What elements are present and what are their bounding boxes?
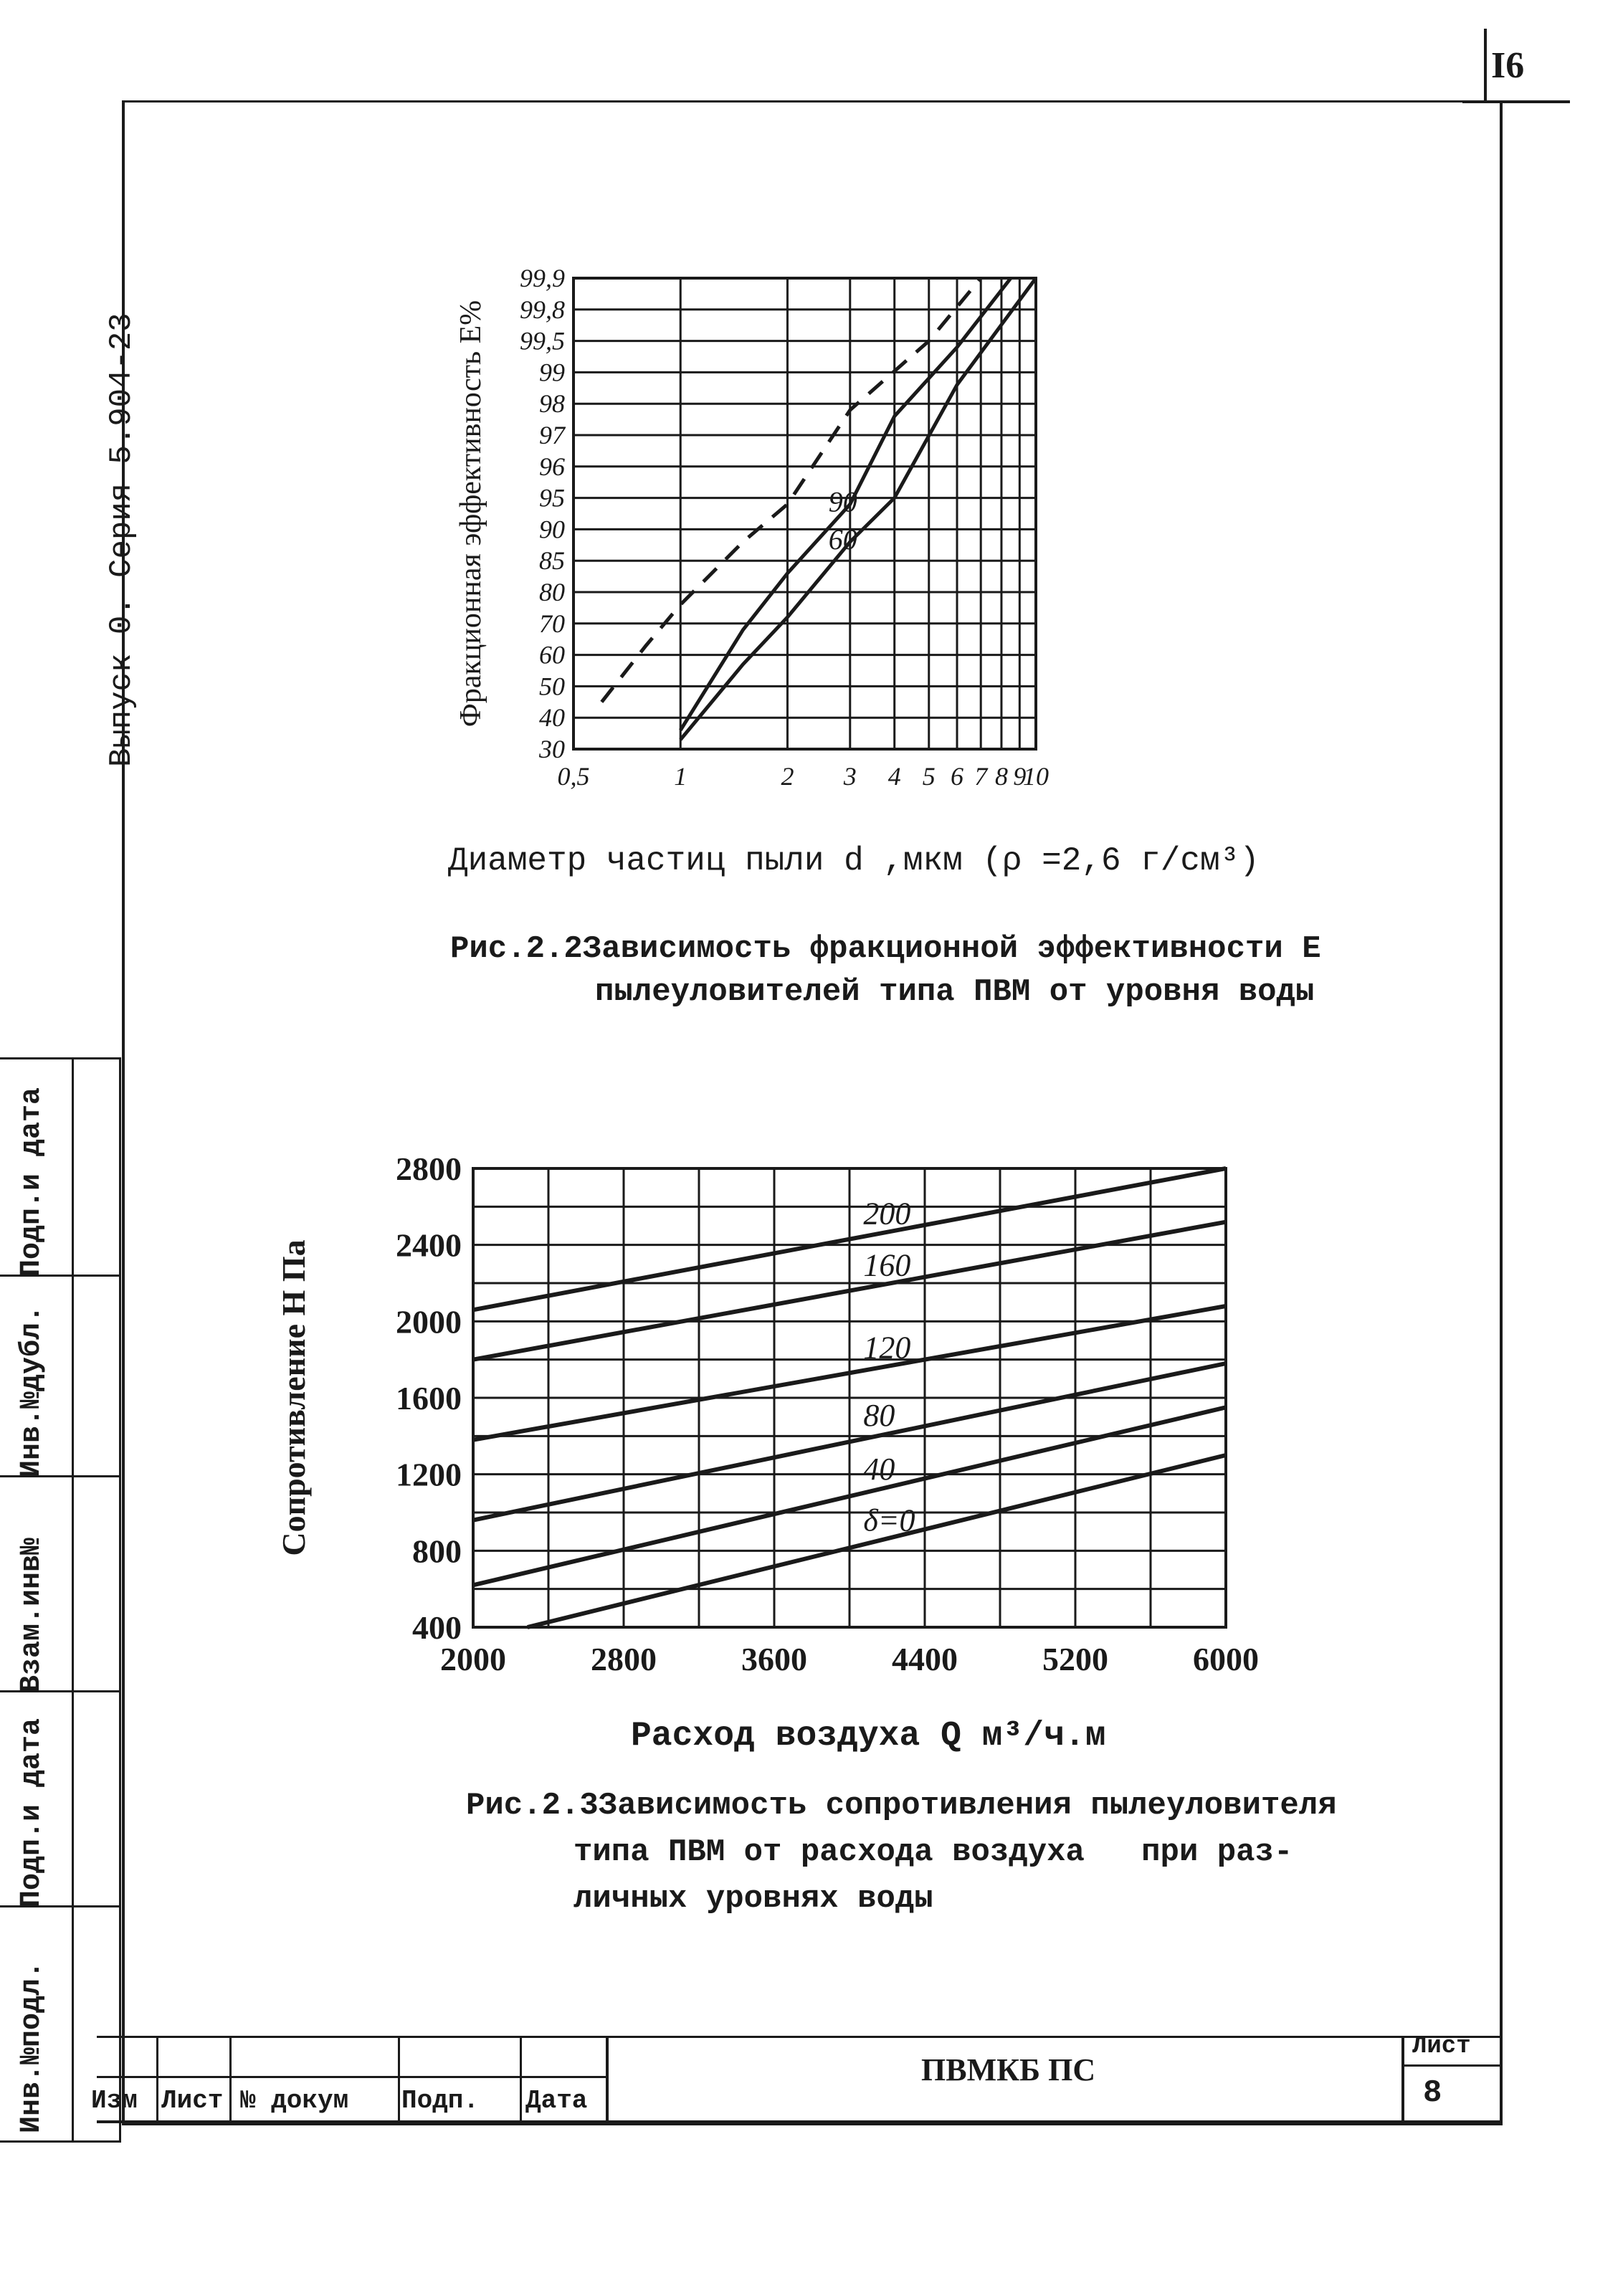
sheet-number-divider xyxy=(1484,29,1487,100)
x-tick-label: 6000 xyxy=(1193,1641,1259,1677)
series-line-60 xyxy=(680,278,1036,740)
title-block-col-sign: Подп. xyxy=(401,2086,480,2115)
x-tick-label: 8 xyxy=(994,762,1008,791)
y-tick-label: 85 xyxy=(539,546,565,576)
y-tick-label: 800 xyxy=(412,1533,462,1570)
series-label-60: 60 xyxy=(828,523,857,556)
series-label-160: 160 xyxy=(863,1247,911,1283)
x-tick-label: 5200 xyxy=(1042,1641,1108,1677)
y-tick-label: 99,9 xyxy=(520,264,565,292)
side-stamp-label: Инв.№дубл. xyxy=(16,1305,48,1477)
title-block-sheet-value: 8 xyxy=(1423,2075,1442,2111)
y-axis-label: Фракционная эффективность Е% xyxy=(454,300,487,728)
y-tick-label: 1200 xyxy=(396,1456,462,1493)
fig-2-2-caption-line1: Рис.2.2Зависимость фракционной эффективности Е xyxy=(450,931,1321,967)
x-tick-label: 2000 xyxy=(440,1641,506,1677)
y-tick-label: 80 xyxy=(539,578,565,606)
plot-frame xyxy=(573,278,1036,749)
series-label-80: 80 xyxy=(863,1398,895,1434)
y-tick-label: 90 xyxy=(539,515,565,544)
x-tick-label: 0,5 xyxy=(557,762,590,791)
y-tick-label: 2000 xyxy=(396,1303,462,1340)
x-tick-label: 1 xyxy=(674,762,687,791)
fig-2-3-caption-line3: личных уровнях воды xyxy=(573,1881,933,1917)
y-tick-label: 50 xyxy=(539,672,565,701)
y-tick-label: 40 xyxy=(539,703,565,733)
fig-2-2-xlabel: Диаметр частиц пыли d ,мкм (ρ =2,6 г/см³) xyxy=(448,842,1260,880)
y-tick-label: 96 xyxy=(539,452,565,481)
y-tick-label: 70 xyxy=(539,609,565,638)
sheet-number: I6 xyxy=(1491,45,1525,86)
x-tick-label: 3600 xyxy=(741,1641,807,1677)
figure-2-3 xyxy=(265,1140,1269,1735)
series-label-120: 120 xyxy=(863,1330,911,1366)
title-block xyxy=(91,2033,1500,2125)
x-tick-label: 9 xyxy=(1013,762,1027,791)
figure-2-2 xyxy=(430,215,1290,903)
y-tick-label: 99 xyxy=(539,358,565,387)
side-stamp-label: Подп.и дата xyxy=(16,1087,48,1277)
x-tick-label: 10 xyxy=(1023,762,1049,791)
fig-2-3-caption-line1: Рис.2.3Зависимость сопротивления пылеуловителя xyxy=(466,1788,1337,1824)
side-stamp-label: Взам.инв№ xyxy=(16,1537,48,1692)
x-tick-label: 4 xyxy=(887,762,901,791)
title-block-sheet-label: Лист xyxy=(1412,2033,1471,2060)
series-label-δ=0: δ=0 xyxy=(863,1502,915,1538)
y-axis-label: Сопротивление Н Па xyxy=(275,1239,312,1556)
fig-2-3-caption-line2: типа ПВМ от расхода воздуха при раз- xyxy=(573,1834,1293,1870)
y-tick-label: 30 xyxy=(539,735,565,763)
x-tick-label: 4400 xyxy=(892,1641,958,1677)
fig-2-3-xlabel: Расход воздуха Q м³/ч.м xyxy=(631,1717,1106,1756)
fig-2-2-caption-line2: пылеуловителей типа ПВМ от уровня воды xyxy=(595,974,1315,1010)
y-tick-label: 2400 xyxy=(396,1226,462,1264)
title-block-col-izm: Изм xyxy=(91,2086,138,2115)
series-label-40: 40 xyxy=(863,1452,895,1487)
y-tick-label: 400 xyxy=(412,1609,462,1646)
series-label-90: 90 xyxy=(828,485,857,518)
y-tick-label: 99,8 xyxy=(520,295,565,324)
y-tick-label: 98 xyxy=(539,389,565,419)
x-tick-label: 2 xyxy=(781,762,794,791)
x-tick-label: 3 xyxy=(843,762,857,791)
side-stamp-label: Инв.№подл. xyxy=(16,1961,48,2133)
y-tick-label: 2800 xyxy=(396,1151,462,1187)
sheet-number-underline xyxy=(1462,100,1570,103)
y-tick-label: 95 xyxy=(539,483,565,513)
y-tick-label: 99,5 xyxy=(520,326,565,356)
x-tick-label: 6 xyxy=(951,762,964,791)
title-block-col-date: Дата xyxy=(525,2086,588,2115)
title-block-code: ПВМКБ ПС xyxy=(921,2052,1096,2087)
x-tick-label: 2800 xyxy=(591,1641,657,1677)
y-tick-label: 97 xyxy=(539,421,565,449)
x-tick-label: 7 xyxy=(974,762,988,791)
title-block-col-doc: № докум xyxy=(240,2086,349,2115)
series-label: Выпуск 0. Серия 5.904-23 xyxy=(104,313,140,767)
side-stamp-label: Подп.и дата xyxy=(16,1718,48,1907)
y-tick-label: 60 xyxy=(539,640,565,670)
side-stamp-table xyxy=(0,1057,121,2143)
title-block-col-list: Лист xyxy=(161,2086,224,2115)
side-stamp-column-line xyxy=(72,1059,74,2140)
y-tick-label: 1600 xyxy=(396,1380,462,1416)
series-label-200: 200 xyxy=(863,1196,911,1232)
x-tick-label: 5 xyxy=(922,762,936,791)
